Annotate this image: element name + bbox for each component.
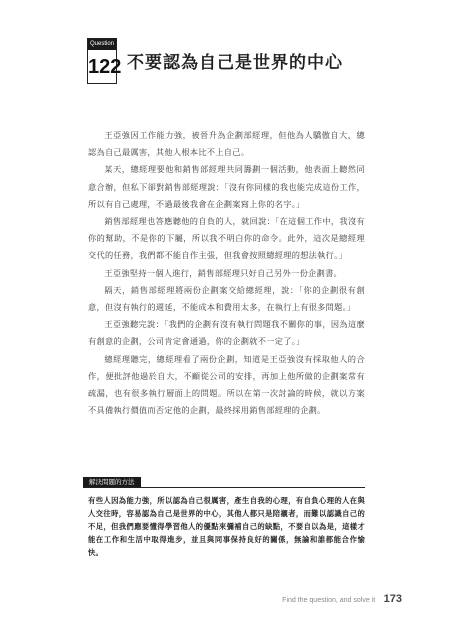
paragraph: 王亞強因工作能力強，被晉升為企劃部經理，但他為人驕傲自大，總認為自己最厲害，其他人根本比不上自己。 <box>88 130 365 158</box>
paragraph: 隔天，銷售部經理將兩份企劃案交給總經理，說：「你的企劃很有創意，但沒有執行的週延，不能成本和費用太多，在執行上有很多問題。」 <box>88 284 365 313</box>
tips-label: 解決問題的方法 <box>83 477 141 487</box>
paragraph: 總經理聽完，總經理看了兩份企劃，知道是王亞強沒有採取他人的合作，便批評他過於自大，不顧從公司的安排，再加上他所做的企劃案常有疏漏，也有很多執行層面上的問題。所以在第一次討論的時候，就以方案不具備執行價值而否定他的企劃，最終採用銷售部經理的企劃。 <box>88 353 365 416</box>
paragraph: 王亞強堅持一個人進行，銷售部經理只好自己另外一份企劃書。 <box>104 267 343 278</box>
tips-text: 有些人因為能力強，所以認為自己很厲害，產生自我的心理，有自負心理的人在與人交往時，容易認為自己是世界的中心，其他人都只是陪襯者，而難以認識自己的不足，但我們應要懂得學習他人的優點來彌補自己的缺點，不要自以為是，這樣才能在工作和生活中取得進步，並且與同事保持良好的關係，無論和誰都能合作愉快。 <box>88 496 365 557</box>
paragraph: 某天，總經理要他和銷售部經理共同籌劃一個活動，他表面上聽然同意合辦，但私下卻對銷售部經理說：「沒有你同樣的我也能完成這份工作，所以有自己處理，不過最後我會在企劃案寫上你的名字。」 <box>88 164 365 209</box>
question-number: 122 <box>88 56 122 78</box>
paragraph: 王亞強聽完說：「我們的企劃有沒有執行問題我不關你的事，因為這麼有創意的企劃，公司肯定會通過，你的企劃就不一定了。」 <box>88 319 365 347</box>
question-number-box <box>87 38 122 84</box>
question-label: Question <box>88 39 116 50</box>
footer-text: Find the question, and solve it <box>282 597 376 604</box>
tips-header-bar <box>83 477 365 488</box>
page-title: 不要認為自己是世界的中心 <box>127 53 343 73</box>
article-body <box>88 127 365 419</box>
paragraph: 銷售部經理也答應聽他的自負的人，就回說：「在這個工作中，我沒有你的幫助，不是你的下屬，所以我不明白你的命令。此外，這次是總經理交代的任務，我們都不能自作主張，但我會按照總經理的想法執行。」 <box>88 216 365 261</box>
page-number: 173 <box>383 593 402 605</box>
page-footer <box>282 589 402 607</box>
